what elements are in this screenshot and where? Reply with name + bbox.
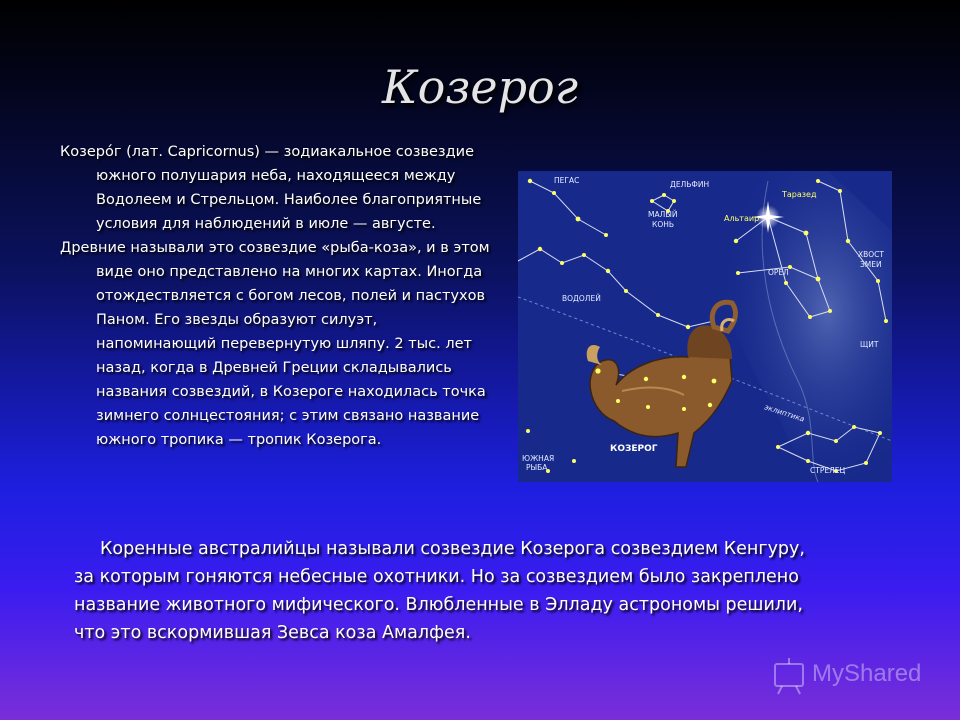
label-tarazed: Таразед [782,190,817,199]
bottom-paragraph: Коренные австралийцы называли созвездие Козерога созвездием Кенгуру, за которым гоняются небесные охотники. Но за созвездием было закреплено название животного мифического. Влюбленные в Элладу астрономы решили, что это вскормившая Зевса коза Амалфея. [74,539,805,643]
label-sagittarius: СТРЕЛЕЦ [810,466,846,475]
label-shield: ЩИТ [860,340,879,349]
star-map-svg [518,171,892,482]
capricorn-figure [587,302,736,467]
pegasus-lines [530,181,606,235]
intro-paragraph-2: Древние называли это созвездие «рыба-коза», и в этом виде оно представлено на многих картах. Иногда отождествляется с богом лесов, полей и пастухов Паном. Его звезды образуют силуэт, напоминающий перевернутую шляпу. 2 тыс. лет назад, когда в Древней Греции складывались названия созвездий, в Козероге находилась точка зимнего солнцестояния; с этим связано название южного тропика — тропик Козерога. [60,240,490,448]
intro-paragraph-1: Козеро́г (лат. Capricornus) — зодиакальное созвездие южного полушария неба, находящееся между Водолеем и Стрельцом. Наиболее благоприятные условия для наблюдений в июле — августе. [60,144,482,232]
label-southern-fish-2: РЫБА [526,463,548,472]
capricorn-star-map [518,171,892,482]
label-altair: Альтаир [724,214,760,223]
bottom-text [74,535,814,647]
label-capricorn: КОЗЕРОГ [610,444,658,454]
label-small-horse-2: КОНЬ [652,220,675,229]
label-southern-fish-1: ЮЖНАЯ [522,454,555,463]
label-small-horse-1: МАЛЫЙ [648,210,678,219]
label-eagle: ОРЕЛ [768,268,789,277]
label-pegasus: ПЕГАС [554,176,580,185]
watermark-logo-icon [772,656,806,696]
dolphin-lines [652,195,674,211]
label-serpent-tail-2: ЗМЕИ [860,260,882,269]
label-ecliptic: эклиптика [763,402,806,424]
slide-title: Козерог [382,60,578,114]
label-dolphin: ДЕЛЬФИН [670,180,710,189]
aquarius-lines [518,249,714,327]
intro-text [60,140,500,452]
label-serpent-tail-1: ХВОСТ [858,250,885,259]
watermark-text: MyShared [812,660,922,687]
label-aquarius: ВОДОЛЕЙ [562,294,601,303]
